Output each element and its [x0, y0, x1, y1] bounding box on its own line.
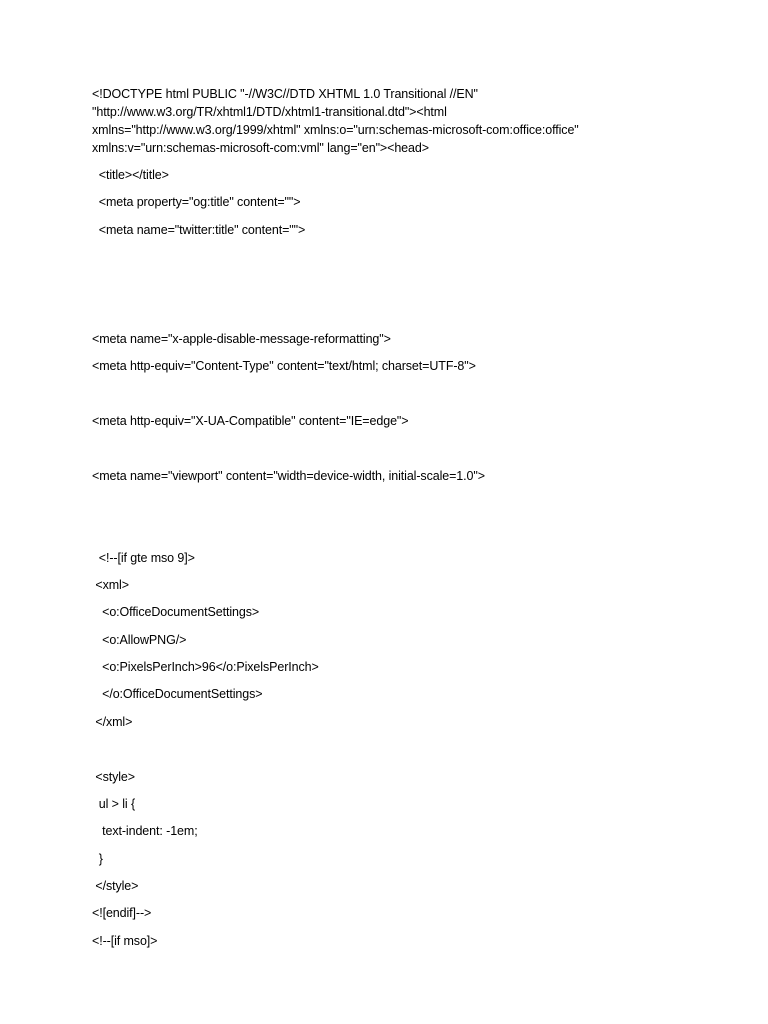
code-line: <!--[if mso]>	[92, 934, 158, 948]
code-line: }	[92, 852, 103, 866]
code-line: </style>	[92, 879, 139, 893]
code-line: <meta http-equiv="Content-Type" content="text/html; charset=UTF-8">	[92, 359, 476, 373]
code-line: <meta name="twitter:title" content="">	[92, 223, 306, 237]
code-line: "http://www.w3.org/TR/xhtml1/DTD/xhtml1-transitional.dtd"><html	[92, 105, 447, 119]
code-line: <meta property="og:title" content="">	[92, 195, 301, 209]
code-line: xmlns:v="urn:schemas-microsoft-com:vml" lang="en"><head>	[92, 141, 429, 155]
code-line: <meta name="x-apple-disable-message-reformatting">	[92, 332, 391, 346]
code-line: </xml>	[92, 715, 133, 729]
code-line: <xml>	[92, 578, 129, 592]
code-line: <meta http-equiv="X-UA-Compatible" content="IE=edge">	[92, 414, 409, 428]
code-line: <meta name="viewport" content="width=device-width, initial-scale=1.0">	[92, 469, 485, 483]
code-line: <![endif]-->	[92, 906, 152, 920]
code-line: <title></title>	[92, 168, 169, 182]
code-line: <o:OfficeDocumentSettings>	[92, 605, 260, 619]
code-line: <style>	[92, 770, 135, 784]
code-line: xmlns="http://www.w3.org/1999/xhtml" xmlns:o="urn:schemas-microsoft-com:office:office"	[92, 123, 579, 137]
code-line: <o:PixelsPerInch>96</o:PixelsPerInch>	[92, 660, 319, 674]
code-line: <!DOCTYPE html PUBLIC "-//W3C//DTD XHTML 1.0 Transitional //EN"	[92, 87, 478, 101]
code-line: <o:AllowPNG/>	[92, 633, 187, 647]
code-line: <!--[if gte mso 9]>	[92, 551, 195, 565]
code-line: </o:OfficeDocumentSettings>	[92, 687, 263, 701]
code-line: ul > li {	[92, 797, 136, 811]
code-line: text-indent: -1em;	[92, 824, 198, 838]
